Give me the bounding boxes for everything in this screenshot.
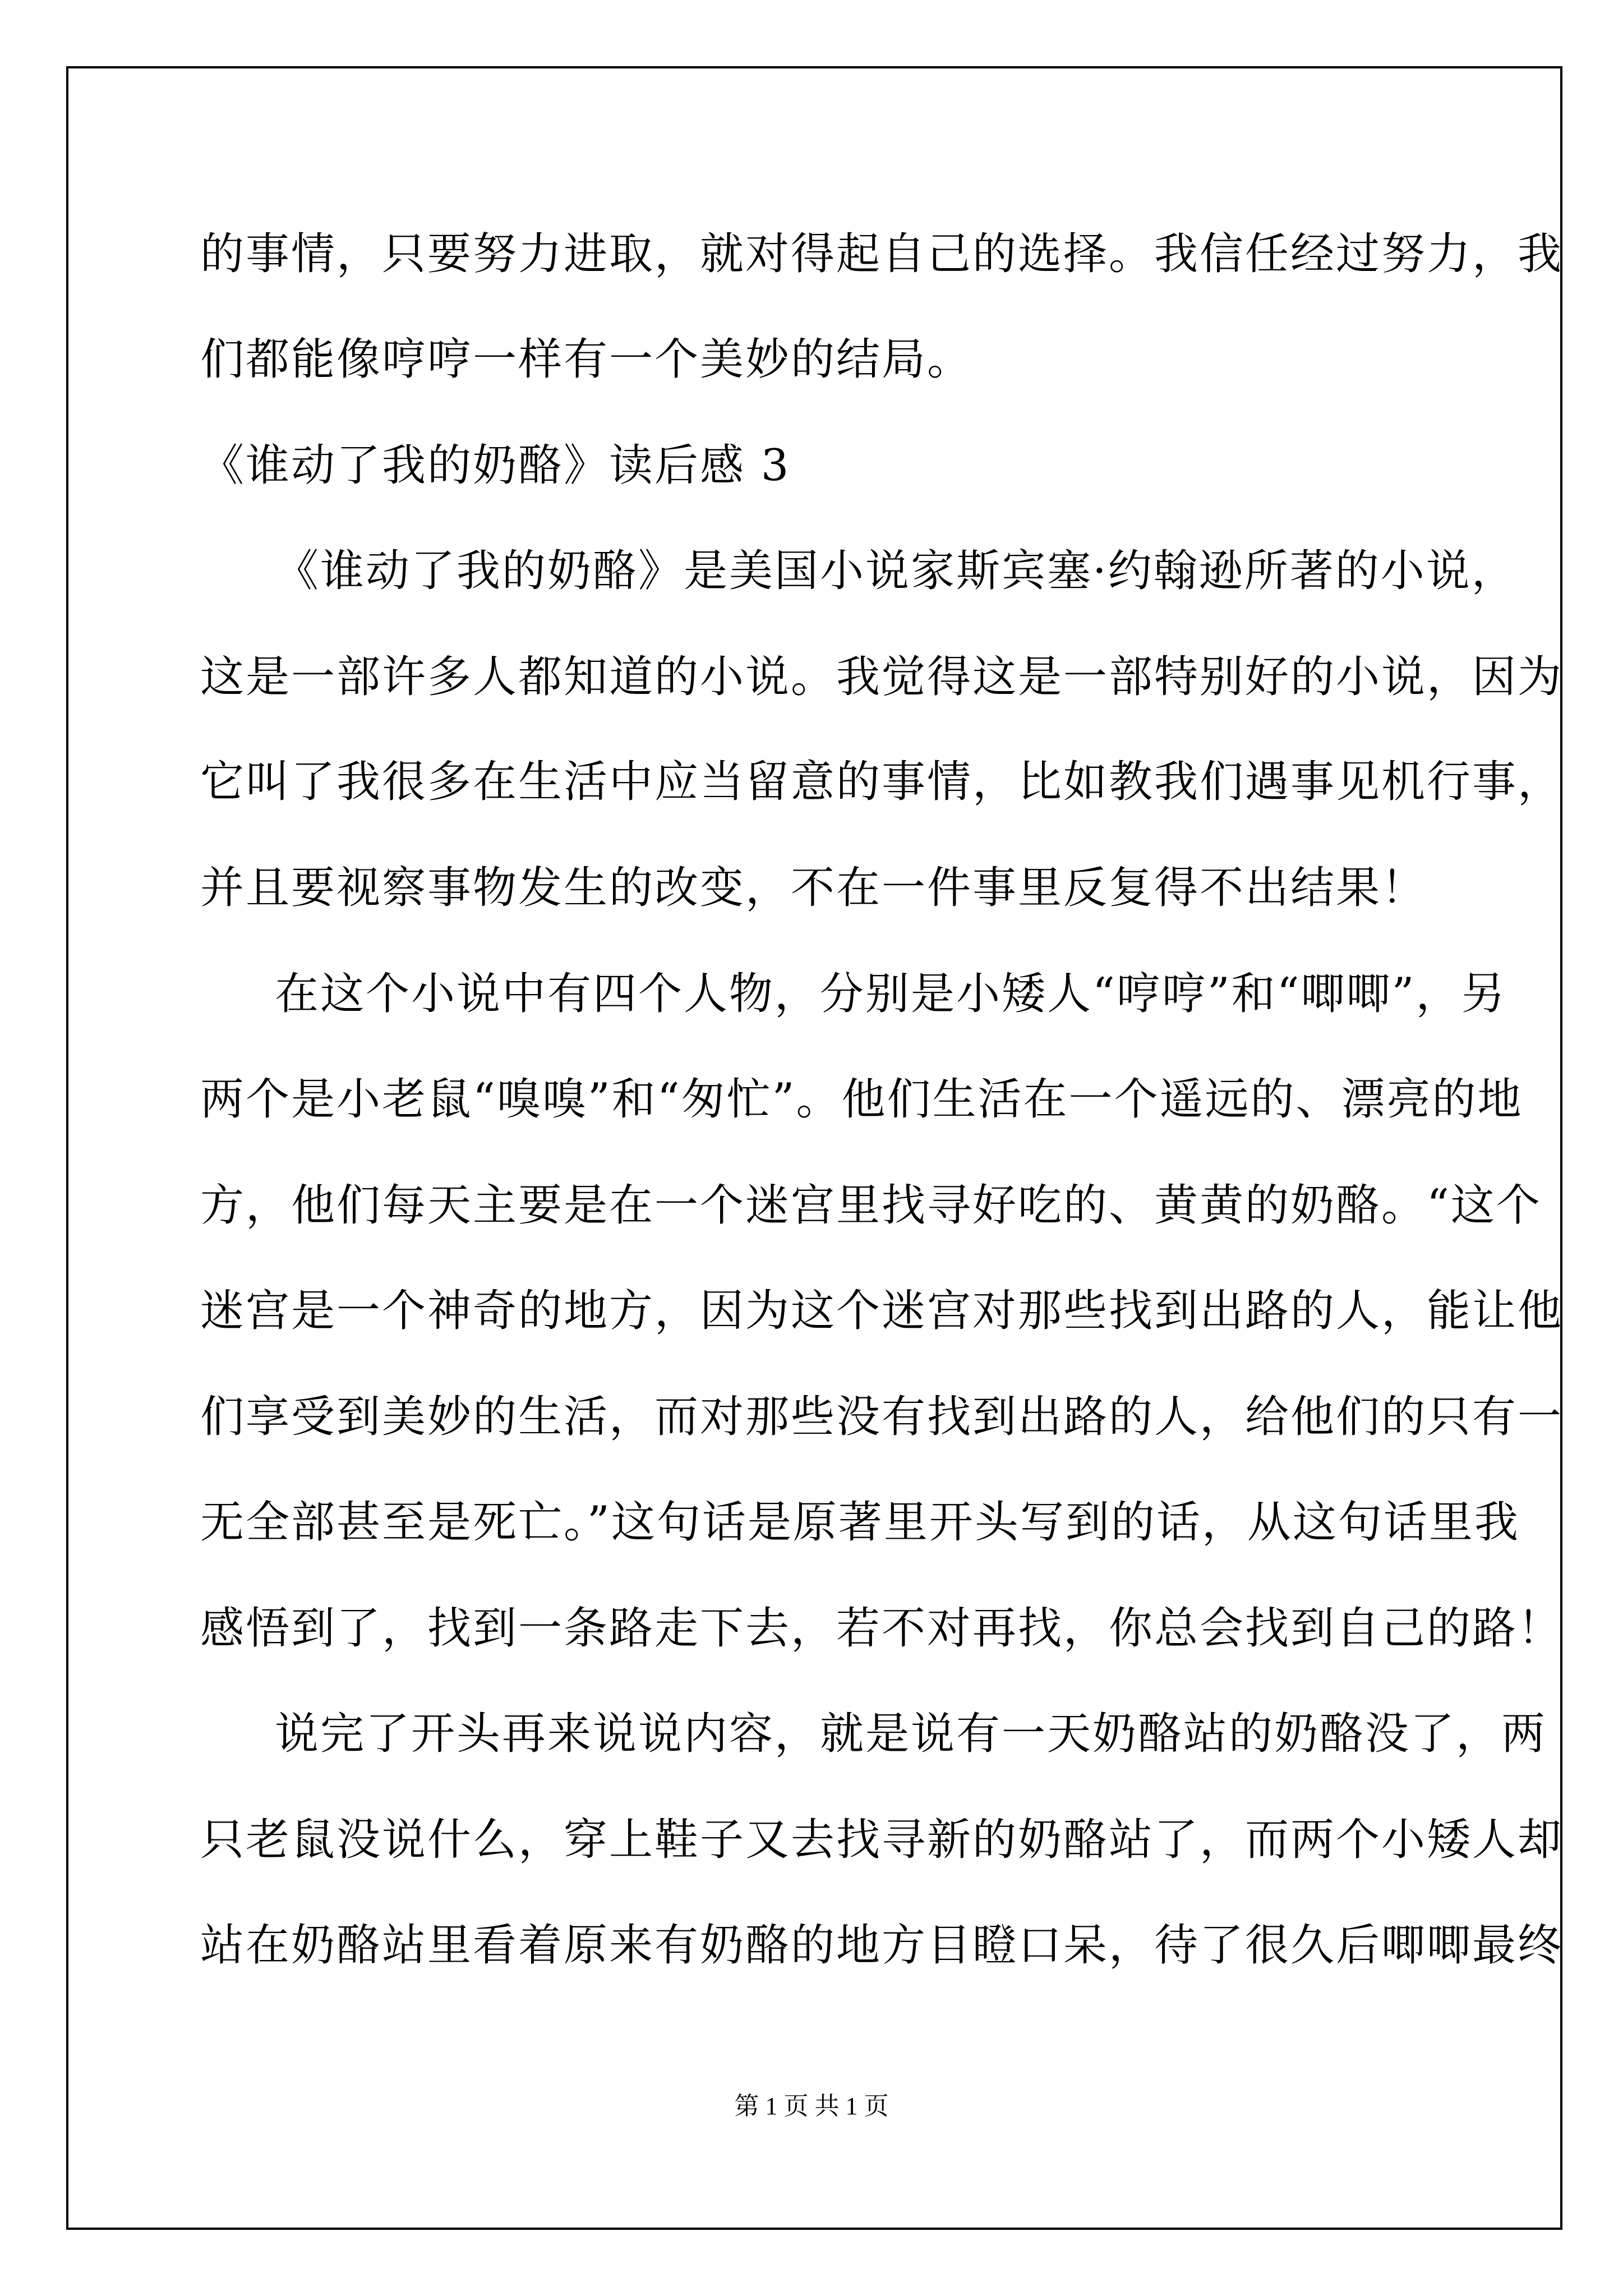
paragraph-first-line: 在这个小说中有四个人物，分别是小矮人“哼哼”和“唧唧”，另 <box>275 969 1507 1019</box>
body-line: 迷宫是一个神奇的地方，因为这个迷宫对那些找到出路的人，能让他 <box>200 1286 1564 1336</box>
body-line: 无全部甚至是死亡。”这句话是原著里开头写到的话，从这句话里我 <box>200 1497 1520 1548</box>
body-line: 们享受到美妙的生活，而对那些没有找到出路的人，给他们的只有一 <box>200 1392 1564 1442</box>
body-line: 并且要视察事物发生的改变，不在一件事里反复得不出结果！ <box>200 863 1427 913</box>
body-line: 两个是小老鼠“嗅嗅”和“匆忙”。他们生活在一个遥远的、漂亮的地 <box>200 1074 1523 1125</box>
page-footer: 第 1 页 共 1 页 <box>734 2092 889 2120</box>
paragraph-first-line: 《谁动了我的奶酪》是美国小说家斯宾塞·约翰逊所著的小说， <box>275 546 1517 596</box>
section-heading: 《谁动了我的奶酪》读后感 3 <box>200 440 791 491</box>
body-line: 它叫了我很多在生活中应当留意的事情，比如教我们遇事见机行事， <box>200 757 1564 807</box>
body-line: 感悟到了，找到一条路走下去，若不对再找，你总会找到自己的路！ <box>200 1603 1564 1654</box>
body-line: 方，他们每天主要是在一个迷宫里找寻好吃的、黄黄的奶酪。“这个 <box>200 1180 1542 1231</box>
body-line: 这是一部许多人都知道的小说。我觉得这是一部特别好的小说，因为 <box>200 652 1564 702</box>
body-line: 只老鼠没说什么，穿上鞋子又去找寻新的奶酪站了，而两个小矮人却 <box>200 1815 1564 1865</box>
body-line: 站在奶酪站里看着原来有奶酪的地方目瞪口呆，待了很久后唧唧最终 <box>200 1920 1564 1971</box>
body-line: 的事情，只要努力进取，就对得起自己的选择。我信任经过努力，我 <box>200 229 1564 279</box>
body-line: 们都能像哼哼一样有一个美妙的结局。 <box>200 334 973 385</box>
page-border <box>66 66 1562 2230</box>
paragraph-first-line: 说完了开头再来说说内容，就是说有一天奶酪站的奶酪没了，两 <box>275 1709 1547 1759</box>
